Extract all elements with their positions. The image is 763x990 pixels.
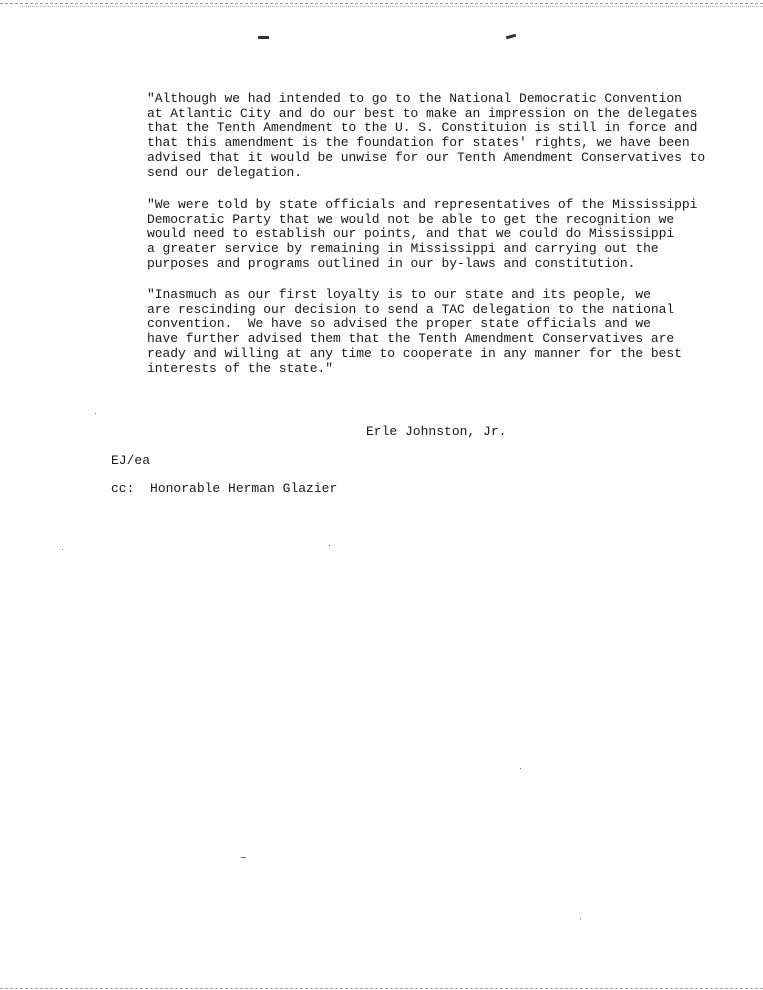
scan-mark-left — [258, 36, 269, 39]
p1-line: send our delegation. — [147, 164, 303, 180]
signature: Erle Johnston, Jr. — [366, 424, 507, 439]
p1-line: advised that it would be unwise for our Tenth Amendment Conservatives to — [147, 149, 706, 165]
paragraph-1 — [147, 92, 705, 180]
p1-line: at Atlantic City and do our best to make an impression on the delegates — [147, 105, 698, 121]
p1-line: that this amendment is the foundation for states' rights, we have been — [147, 135, 690, 151]
p3-line: "Inasmuch as our first loyalty is to our state and its people, we — [147, 287, 651, 302]
p3-line: have further advised them that the Tenth Amendment Conservatives are — [147, 331, 675, 347]
scan-speck — [95, 413, 96, 414]
typist-initials: EJ/ea — [111, 453, 151, 468]
paragraph-2 — [147, 198, 697, 272]
cc-label: cc: — [111, 481, 135, 496]
p2-line: would need to establish our points, and that we could do Mississippi — [147, 226, 675, 242]
cc-line — [111, 481, 337, 496]
scan-mark-right — [506, 34, 516, 39]
p2-line: Democratic Party that we would not be able to get the recognition we — [147, 211, 675, 227]
scan-edge-top — [0, 3, 763, 4]
scan-edge-bottom — [0, 988, 763, 989]
p3-line: interests of the state." — [147, 360, 334, 376]
p2-line: "We were told by state officials and representatives of the Mississippi — [147, 197, 698, 212]
p1-line: that the Tenth Amendment to the U. S. Constituion is still in force and — [147, 120, 698, 136]
p2-line: purposes and programs outlined in our by-laws and constitution. — [147, 255, 636, 271]
scan-speck — [241, 857, 246, 858]
paragraph-3 — [147, 288, 682, 376]
p1-line: "Although we had intended to go to the National Democratic Convention — [147, 91, 682, 106]
p3-line: are rescinding our decision to send a TAC delegation to the national — [147, 301, 675, 317]
scan-speck — [580, 918, 581, 919]
p2-line: a greater service by remaining in Mississippi and carrying out the — [147, 241, 659, 257]
cc-recipient: Honorable Herman Glazier — [150, 481, 338, 496]
scan-speck — [520, 768, 521, 769]
scan-edge-top-inner — [20, 6, 763, 7]
scan-speck — [329, 545, 330, 546]
p3-line: ready and willing at any time to cooperate in any manner for the best — [147, 345, 682, 361]
p3-line: convention. We have so advised the proper state officials and we — [147, 316, 651, 332]
scan-speck — [62, 549, 63, 550]
